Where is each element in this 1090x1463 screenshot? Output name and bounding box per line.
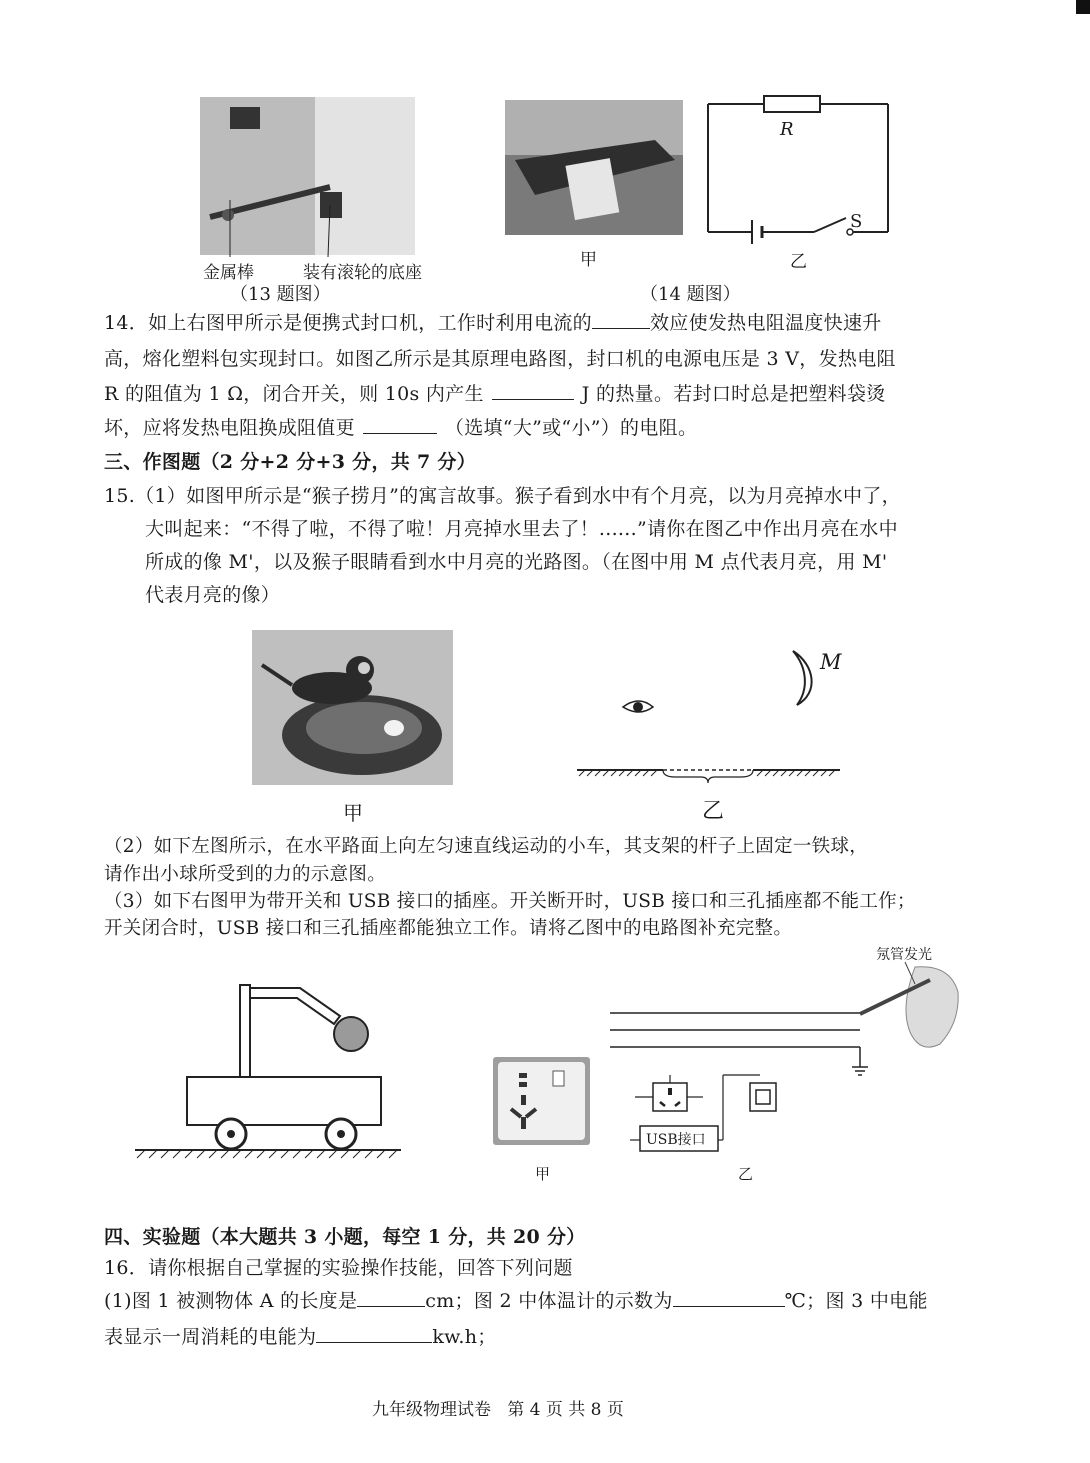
- fig15-label-yi: 乙: [702, 799, 725, 824]
- neon-label: 氖管发光: [876, 947, 932, 963]
- fig14-photo: [505, 100, 683, 235]
- resistor-symbol: [764, 96, 820, 112]
- cart-body: [187, 1077, 381, 1125]
- q15-p2-line2: 请作出小球所受到的力的示意图。: [104, 864, 387, 885]
- fig13-caption: （13 题图）: [230, 284, 331, 305]
- ground-icon: [852, 1067, 868, 1075]
- fig15-label-jia: 甲: [343, 801, 363, 825]
- q14-line3: R 的阻值为 1 Ω，闭合开关，则 10s 内产生 J 的热量。若封口时总是把塑料袋烫: [104, 377, 886, 412]
- three-pin-socket-symbol: [635, 1075, 703, 1111]
- fig14-label-S: S: [850, 211, 863, 232]
- fig13-label-base: 装有滚轮的底座: [303, 263, 422, 283]
- fig14-label-R: R: [780, 119, 794, 140]
- test-pen-hand: [860, 962, 970, 1057]
- fig14-label-jia: 甲: [580, 250, 597, 270]
- q15-p3-line1: （3）如下右图甲为带开关和 USB 接口的插座。开关断开时，USB 接口和三孔插座都不能工作；: [104, 891, 916, 912]
- usb-label: USB接口: [646, 1132, 706, 1148]
- moon-icon: [793, 651, 812, 705]
- q15-p1-line3: 所成的像 M'，以及猴子眼睛看到水中月亮的光路图。（在图中用 M 点代表月亮，用 M': [145, 551, 888, 573]
- fig14-label-yi: 乙: [790, 252, 807, 272]
- q15-p2-line1: （2）如下左图所示，在水平路面上向左匀速直线运动的小车，其支架的杆子上固定一铁球，: [104, 836, 869, 857]
- corner-mark: [1076, 0, 1090, 14]
- moon-label: M: [820, 650, 842, 674]
- socket-photo-drawing: [493, 1057, 590, 1145]
- q14-line2: 高，熔化塑料包实现封口。如图乙所示是其原理电路图，封口机的电源电压是 3 V，发热电阻: [104, 348, 896, 370]
- fig14-photo-drawing: [505, 100, 683, 235]
- fig14-circuit: [706, 96, 896, 236]
- q15-p1-line1: 15.（1）如图甲所示是“猴子捞月”的寓言故事。猴子看到水中有个月亮，以为月亮掉水中了，: [104, 485, 901, 507]
- q16-line2: (1)图 1 被测物体 A 的长度是 cm；图 2 中体温计的示数为 ℃；图 3 中电能: [104, 1284, 928, 1319]
- moon-diagram: [575, 645, 845, 785]
- section4-title: 四、实验题（本大题共 3 小题，每空 1 分，共 20 分）: [104, 1226, 586, 1248]
- q14-line1: 14．如上右图甲所示是便携式封口机，工作时利用电流的 效应使发热电阻温度快速升: [104, 306, 882, 341]
- eye-icon: [623, 701, 653, 712]
- page-footer: 九年级物理试卷 第 4 页 共 8 页: [372, 1400, 624, 1420]
- fig13-label-rod: 金属棒: [203, 263, 254, 283]
- monkey-photo-drawing: [252, 630, 453, 785]
- q15-p1-line2: 大叫起来：“不得了啦，不得了啦！月亮掉水里去了！......”请你在图乙中作出月亮在水中: [145, 518, 898, 540]
- monkey-photo: [252, 630, 453, 785]
- socket-photo: [493, 1057, 590, 1145]
- socket-label-yi: 乙: [738, 1165, 754, 1183]
- fig14-caption: （14 题图）: [640, 284, 741, 305]
- switch-symbol: [814, 218, 846, 232]
- section3-title: 三、作图题（2 分+2 分+3 分，共 7 分）: [104, 451, 476, 473]
- socket-label-jia: 甲: [535, 1165, 551, 1183]
- q15-p3-line2: 开关闭合时，USB 接口和三孔插座都能独立工作。请将乙图中的电路图补充完整。: [104, 918, 793, 939]
- q16-line3: 表显示一周消耗的电能为 kw.h；: [104, 1320, 497, 1355]
- cart-diagram: [135, 980, 405, 1170]
- q16-line1: 16．请你根据自己掌握的实验操作技能，回答下列问题: [104, 1257, 573, 1279]
- q14-line4: 坏，应将发热电阻换成阻值更 （选填“大”或“小”）的电阻。: [104, 411, 697, 446]
- q15-p1-line4: 代表月亮的像）: [145, 584, 281, 606]
- iron-ball: [334, 1017, 368, 1051]
- fig13-leader-lines: [220, 195, 340, 255]
